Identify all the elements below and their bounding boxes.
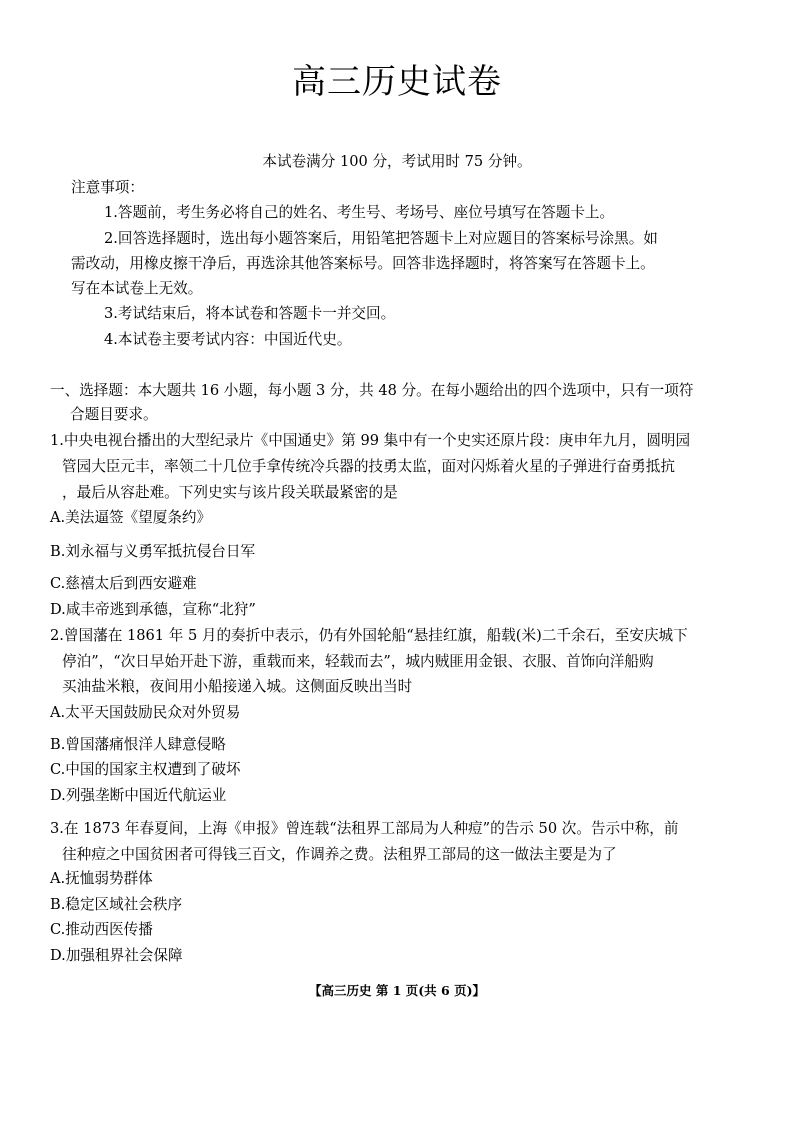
question-3-option-c[interactable]: C.推动西医传播 [50, 921, 153, 938]
question-2-option-c[interactable]: C.中国的国家主权遭到了破坏 [50, 761, 241, 778]
note-2-line-2: 需改动，用橡皮擦干净后，再选涂其他答案标号。回答非选择题时，将答案写在答题卡上。 [71, 255, 655, 272]
question-3-stem-line-2: 往种痘之中国贫困者可得钱三百文，作调养之费。法租界工部局的这一做法主要是为了 [62, 846, 617, 863]
page-footer: 【高三历史 第 1 页(共 6 页)】 [309, 983, 485, 998]
question-2-stem-line-2: 停泊”，“次日早始开赴下游，重载而来，轻载而去”，城内贼匪用金银、衣服、首饰向洋船购 [62, 653, 654, 670]
note-2-line-3: 写在本试卷上无效。 [71, 280, 203, 297]
page-title: 高三历史试卷 [292, 62, 502, 102]
question-1-option-c[interactable]: C.慈禧太后到西安避难 [50, 575, 197, 592]
notes-heading: 注意事项： [71, 179, 144, 196]
question-3-option-b[interactable]: B.稳定区域社会秩序 [50, 896, 183, 913]
question-2-option-d[interactable]: D.列强垄断中国近代航运业 [50, 787, 227, 804]
note-1: 1.答题前，考生务必将自己的姓名、考生号、考场号、座位号填写在答题卡上。 [104, 204, 615, 221]
question-3-stem-line-1: 3.在 1873 年春夏间，上海《申报》曾连载“法租界工部局为人种痘”的告示 50 次。告示中称，前 [50, 820, 679, 837]
note-4: 4.本试卷主要考试内容：中国近代史。 [104, 331, 352, 348]
section-heading-line-2: 合题目要求。 [70, 406, 158, 423]
note-3: 3.考试结束后，将本试卷和答题卡一并交回。 [104, 305, 396, 322]
question-1-stem-line-2: 管园大臣元丰，率领二十几位手拿传统冷兵器的技勇太监，面对闪烁着火星的子弹进行奋勇抵抗 [62, 458, 675, 475]
question-2-stem-line-1: 2.曾国藩在 1861 年 5 月的奏折中表示，仍有外国轮船“悬挂红旗，船载(米)二千余石，至安庆城下 [50, 627, 688, 644]
question-1-stem-line-1: 1.中央电视台播出的大型纪录片《中国通史》第 99 集中有一个史实还原片段：庚申年九月，圆明园 [50, 432, 691, 449]
exam-summary: 本试卷满分 100 分，考试用时 75 分钟。 [262, 153, 532, 170]
question-3-option-d[interactable]: D.加强租界社会保障 [50, 947, 183, 964]
question-1-option-a[interactable]: A.美法逼签《望厦条约》 [50, 509, 212, 526]
question-2-option-a[interactable]: A.太平天国鼓励民众对外贸易 [50, 704, 241, 721]
question-2-option-b[interactable]: B.曾国藩痛恨洋人肆意侵略 [50, 736, 226, 753]
question-1-option-b[interactable]: B.刘永福与义勇军抵抗侵台日军 [50, 543, 256, 560]
question-1-option-d[interactable]: D.咸丰帝逃到承德，宣称“北狩” [50, 601, 256, 618]
note-2-line-1: 2.回答选择题时，选出每小题答案后，用铅笔把答题卡上对应题目的答案标号涂黑。如 [104, 230, 658, 247]
question-1-stem-line-3: ，最后从容赴难。下列史实与该片段关联最紧密的是 [62, 484, 398, 501]
section-heading-line-1: 一、选择题：本大题共 16 小题，每小题 3 分，共 48 分。在每小题给出的四个选项中，只有一项符 [50, 382, 694, 399]
question-3-option-a[interactable]: A.抚恤弱势群体 [50, 870, 153, 887]
question-2-stem-line-3: 买油盐米粮，夜间用小船接递入城。这侧面反映出当时 [62, 678, 413, 695]
